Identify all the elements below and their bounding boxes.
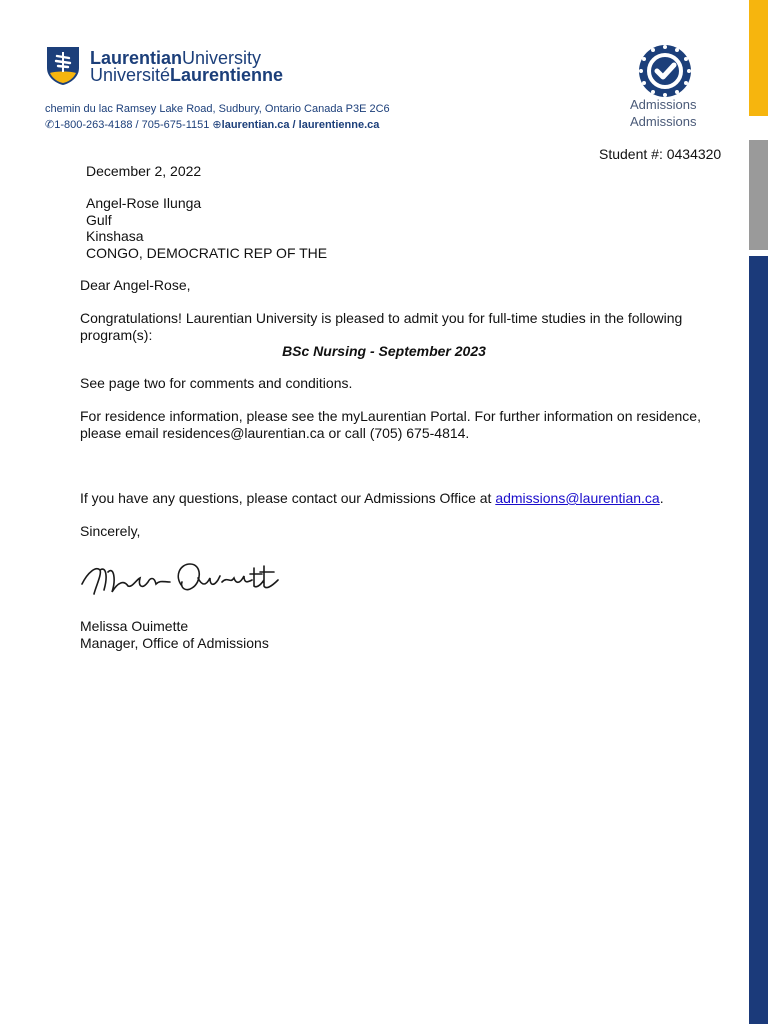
page-two-note: See page two for comments and conditions.: [80, 375, 353, 391]
badge-label-english: Admissions: [630, 97, 697, 112]
residence-line: For residence information, please see the myLaurentian Portal. For further information on residence,: [80, 408, 701, 424]
recipient-line: CONGO, DEMOCRATIC REP OF THE: [86, 244, 328, 261]
admission-paragraph: [80, 310, 682, 343]
university-address: chemin du lac Ramsey Lake Road, Sudbury, Ontario Canada P3E 2C6: [45, 103, 390, 115]
signer-name: Melissa Ouimette: [80, 618, 189, 634]
residence-line: please email residences@laurentian.ca or call (705) 675-4814.: [80, 424, 470, 441]
recipient-line: Kinshasa: [86, 228, 144, 244]
residence-paragraph: [80, 408, 701, 441]
signer-block: [80, 618, 269, 651]
closing: Sincerely,: [80, 523, 141, 539]
logo-wordmark-french: UniversitéLaurentienne: [90, 65, 284, 85]
phone-icon: ✆: [45, 119, 55, 131]
admission-line: Congratulations! Laurentian University is pleased to admit you for full-time studies in the following: [80, 310, 683, 326]
questions-text: If you have any questions, please contact our Admissions Office at: [80, 490, 496, 506]
recipient-address: [86, 195, 327, 261]
band-yellow: [749, 0, 768, 116]
questions-period: .: [659, 490, 664, 506]
admitted-program: BSc Nursing - September 2023: [282, 343, 486, 359]
questions-paragraph: [80, 490, 664, 507]
websites: laurentian.ca / laurentienne.ca: [221, 119, 380, 131]
salutation: Dear Angel-Rose,: [80, 277, 191, 293]
logo-wordmark-english: LaurentianUniversity: [90, 48, 262, 68]
recipient-line: Gulf: [86, 211, 112, 228]
recipient-line: Angel-Rose Ilunga: [86, 195, 202, 211]
university-shield-icon: [46, 46, 80, 86]
university-contact: [45, 118, 379, 131]
student-number: Student #: 0434320: [599, 146, 722, 162]
band-blue: [749, 256, 768, 1024]
globe-icon: ⊕: [212, 119, 222, 131]
phone-numbers: 1-800-263-4188 / 705-675-1151: [54, 119, 210, 131]
admission-line: program(s):: [80, 326, 153, 343]
band-gap: [749, 116, 768, 140]
letter-date: December 2, 2022: [86, 163, 202, 179]
signer-title: Manager, Office of Admissions: [80, 634, 269, 651]
signature-image: [78, 552, 284, 602]
admissions-check-badge-icon: [638, 44, 692, 98]
badge-label-french: Admissions: [630, 114, 697, 129]
band-gray: [749, 140, 768, 250]
admissions-email-link[interactable]: admissions@laurentian.ca: [495, 490, 660, 506]
